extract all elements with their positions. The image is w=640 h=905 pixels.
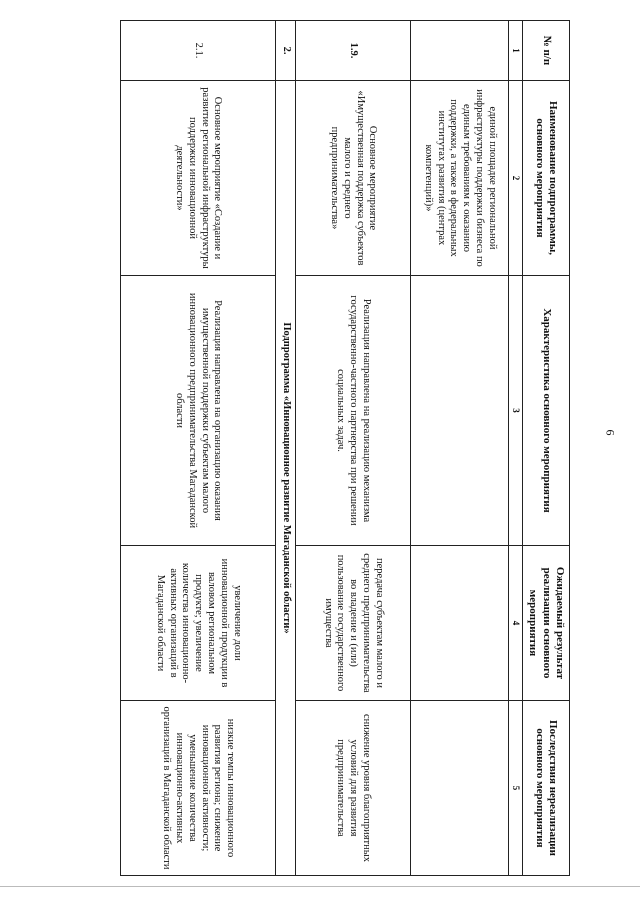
row-consequence-cell — [410, 701, 508, 876]
rotated-landscape-sheet — [65, 10, 570, 880]
row-num-cell — [410, 21, 508, 81]
table-row — [295, 21, 410, 876]
index-cell: 2 — [508, 81, 522, 276]
column-index-row — [508, 21, 522, 876]
header-description: Характеристика основного мероприятия — [522, 276, 569, 546]
header-expected-result: Ожидаемый результат реализации основного мероприятия — [522, 546, 569, 701]
index-cell: 5 — [508, 701, 522, 876]
index-cell: 3 — [508, 276, 522, 546]
row-consequence-cell: низкие темпы инновационного развития региона; снижение инновационной активности; уменьшение количества инновационно-активных организаций в Магаданской области — [120, 701, 275, 876]
row-result-cell — [410, 546, 508, 701]
header-num: № п/п — [522, 21, 569, 81]
page-number: 6 — [603, 429, 618, 436]
section-title-cell: Подпрограмма «Инновационное развитие Магаданской области» — [275, 81, 295, 876]
scan-edge-line — [0, 886, 640, 887]
index-cell: 4 — [508, 546, 522, 701]
row-num-cell: 2.1. — [120, 21, 275, 81]
row-result-cell: увеличение доли инновационной продукции в валовом региональном продукте; увеличение количества инновационно-активных организаций в Магаданской области — [120, 546, 275, 701]
row-consequence-cell: снижение уровня благоприятных условий для развития предпринимательства — [295, 701, 410, 876]
row-desc-cell: Реализация направлена на организацию оказания имущественной поддержки субъектам малого инновационного предпринимательства Магаданской области — [120, 276, 275, 546]
header-name: Наименование подпрограммы, основного мероприятия — [522, 81, 569, 276]
row-num-cell: 1.9. — [295, 21, 410, 81]
table-row — [410, 21, 508, 876]
table-header-row — [522, 21, 569, 876]
row-name-cell: Основное мероприятие «Создание и развитие региональной инфраструктуры поддержки инновационной деятельности» — [120, 81, 275, 276]
table-row — [120, 21, 275, 876]
subprogram-section-row — [275, 21, 295, 876]
measures-table — [120, 20, 570, 876]
header-consequences: Последствия нереализации основного мероприятия — [522, 701, 569, 876]
row-result-cell: передача субъектам малого и среднего предпринимательства во владение и (или) пользование государственного имущества — [295, 546, 410, 701]
row-name-cell: единой площадке региональной инфраструктуры поддержки бизнеса по единым требованиям к оказанию поддержки, а также в федеральных институтах развития (центрах компетенций)» — [410, 81, 508, 276]
section-num-cell: 2. — [275, 21, 295, 81]
row-name-cell: Основное мероприятие «Имущественная поддержка субъектов малого и среднего предпринимательства» — [295, 81, 410, 276]
row-desc-cell — [410, 276, 508, 546]
row-desc-cell: Реализация направлена на реализацию механизма государственно-частного партнерства при решении социальных задач. — [295, 276, 410, 546]
index-cell: 1 — [508, 21, 522, 81]
